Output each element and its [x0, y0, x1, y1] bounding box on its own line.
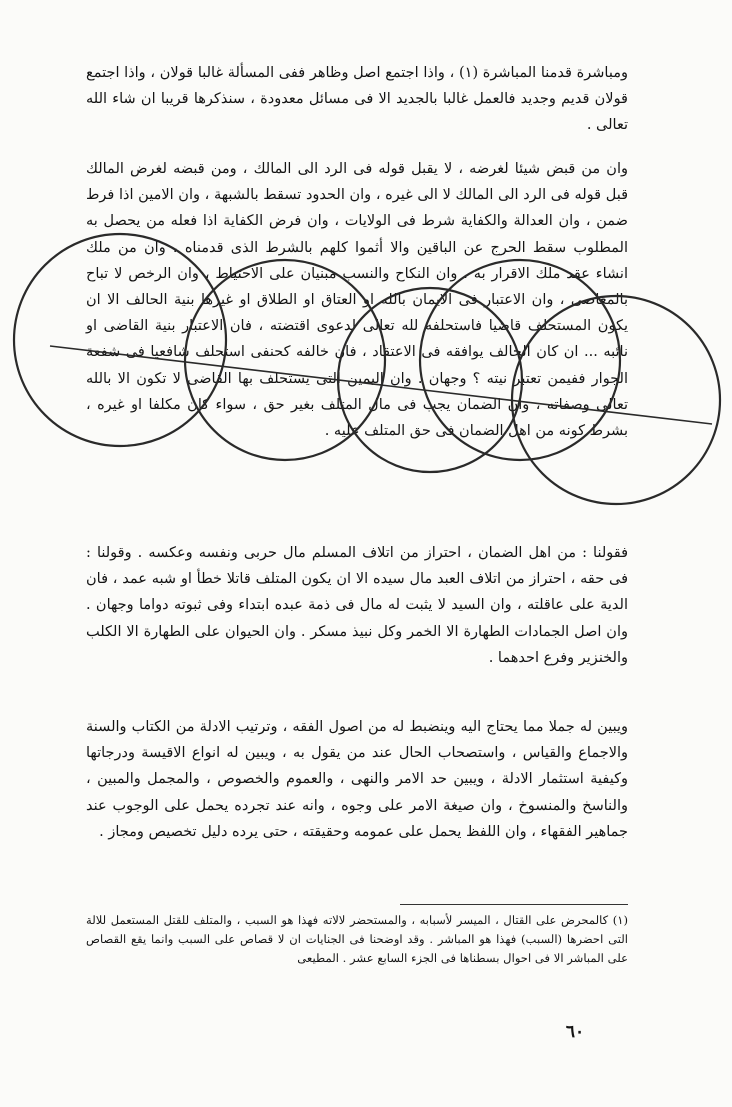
page-number: ٦٠	[565, 1022, 585, 1042]
overlay-circle-1	[14, 234, 226, 446]
paragraph-1: ومباشرة قدمنا المباشرة (١) ، واذا اجتمع اصل وظاهر ففى المسألة غالبا قولان ، واذا اجتمع قولان قديم وجديد فالعمل غالبا بالجديد الا فى مسائل معدودة ، سنذكرها قريبا ان شاء الله تعالى .	[86, 65, 628, 134]
overlay-diagonal-line	[50, 346, 712, 424]
paragraph-4: ويبين له جملا مما يحتاج اليه وينضبط له من اصول الفقه ، وترتيب الادلة من الكتاب والسنة والاجماع والقياس ، واستصحاب الحال عند من يقول به ، ويبين له انواع الاقيسة ودرجاتها وكيفية استثمار الادلة ، ويبين حد الامر والنهى ، والعموم والخصوص ، والمجمل والمبين ، والناسخ والمنسوخ ، وان صيغة الامر على وجوه ، وانه عند تجرده يحمل على الوجوب عند جماهير الفقهاء ، وان اللفظ يحمل على عمومه وحقيقته ، حتى يرده دليل تخصيص ومجاز .	[86, 719, 628, 840]
overlay-circle-2	[185, 260, 385, 460]
paragraph-3: فقولنا : من اهل الضمان ، احتراز من اتلاف المسلم مال حربى ونفسه وعكسه . وقولنا : فى حقه ، احتراز من اتلاف العبد مال سيده الا ان يكون المتلف قاتلا خطأ او شبه عمد ، فان الدية على عاقلته ، وان السيد لا يثبت له مال فى ذمة عبده ابتداء وفى ثبوته دواما وجهان . وان اصل الجمادات الطهارة الا الخمر وكل نبيذ مسكر . وان الحيوان على الطهارة الا الكلب والخنزير وفرع احدهما .	[86, 545, 629, 666]
footnote: (١) كالمحرض على القتال ، الميسر لأسبابه ، والمستحضر لالاته فهذا هو السبب ، والمتلف للقتل المستعمل للالة التى احضرها (السبب) فهذا هو المباشر . وقد اوضحنا فى الجنايات ان لا قصاص على السبب وانما يقع القصاص على المباشر الا فى احوال بسطناها فى الجزء السابع عشر . المطيعى	[86, 913, 628, 965]
overlay-circle-5	[512, 296, 720, 504]
paragraph-2: وان من قبض شيئا لغرضه ، لا يقبل قوله فى الرد الى المالك ، ومن قبضه لغرض المالك قبل قوله فى الرد الى المالك لا الى غيره ، وان الحدود تسقط بالشبهة ، وان الامين اذا فرط ضمن ، وان العدالة والكفاية شرط فى الولايات ، وان فرض الكفاية اذا فعله من يحصل به المطلوب سقط الحرج عن الباقين والا أثموا كلهم بالشرط الذى قدمناه ، وان من ملك انشاء عقد ملك الاقرار به ، وان النكاح والنسب مبنيان على الاحتياط ، وان الرخص لا تباح بالمعاصى ، وان الاعتبار فى الايمان بالله او العتاق او الطلاق او غيرها بنية الحالف الا ان يكون المستحلف قاضيا فاستحلفه لله تعالى لدعوى اقتضته ، فان الاعتبار بنية القاضى او نائبه ... ان كان الحالف يوافقه فى الاعتقاد ، فان خالفه كحنفى استحلف شافعيا فى شفعة الجوار ففيمن تعتبر نيته ؟ وجهان . وان اليمين التى يستحلف بها القاضى لا تكون الا بالله تعالى وصفاته ، وان الضمان يجب فى مال المتلف بغير حق ، سواء كان مكلفا او غيره ، بشرط كونه من اهل الضمان فى حق المتلف عليه .	[86, 161, 628, 440]
